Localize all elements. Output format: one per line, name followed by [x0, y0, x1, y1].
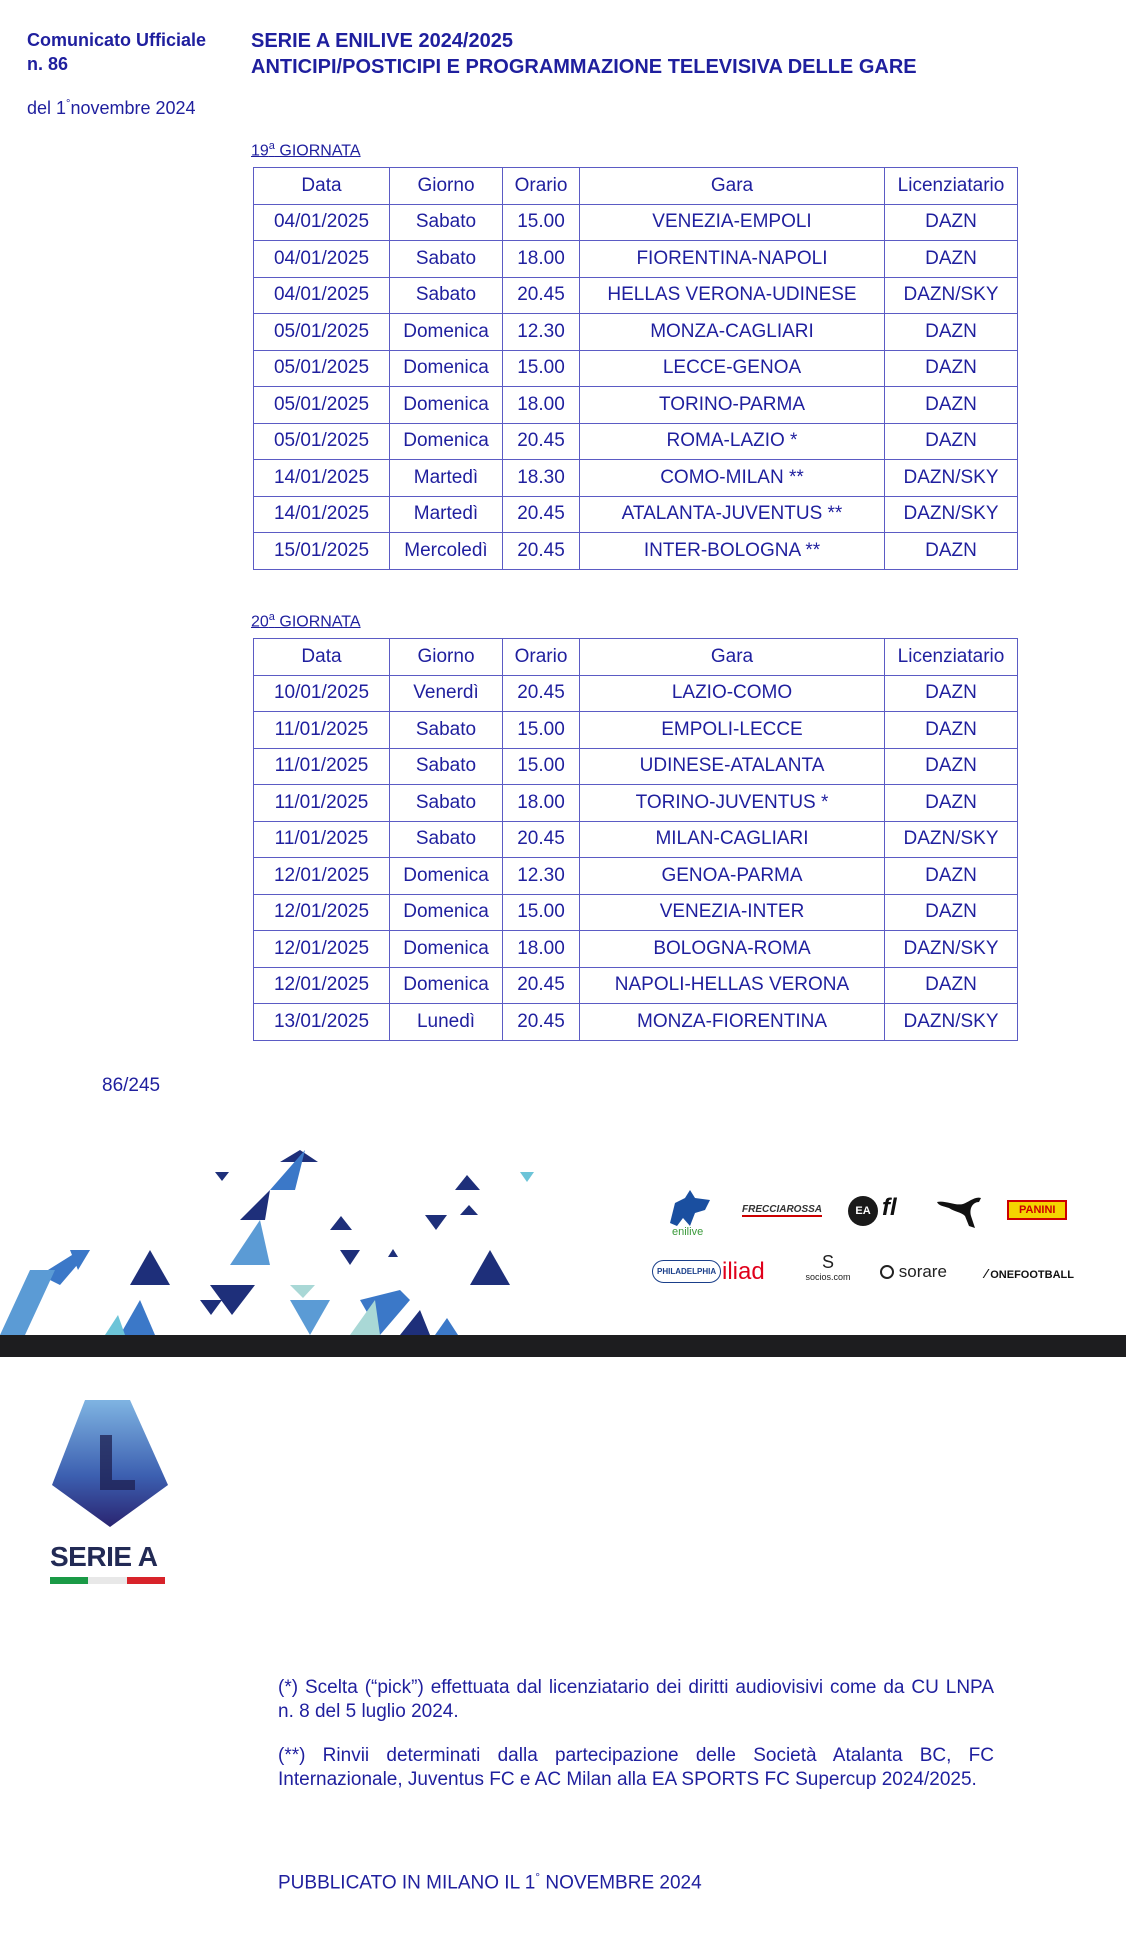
column-header-time: Orario: [503, 639, 580, 676]
cell-day: Sabato: [390, 241, 503, 278]
cell-broadcaster: DAZN: [885, 350, 1018, 387]
cell-match: ROMA-LAZIO *: [580, 423, 885, 460]
cell-day: Sabato: [390, 204, 503, 241]
cell-broadcaster: DAZN: [885, 314, 1018, 351]
cell-match: ATALANTA-JUVENTUS **: [580, 496, 885, 533]
cell-date: 11/01/2025: [254, 712, 390, 749]
fc-logo: ﬂ: [882, 1194, 897, 1221]
column-header-time: Orario: [503, 168, 580, 205]
table-row: [254, 967, 1018, 1004]
cell-broadcaster: DAZN: [885, 858, 1018, 895]
cell-time: 18.30: [503, 460, 580, 497]
cell-broadcaster: DAZN: [885, 748, 1018, 785]
cell-broadcaster: DAZN: [885, 241, 1018, 278]
cell-match: LECCE-GENOA: [580, 350, 885, 387]
cell-day: Sabato: [390, 277, 503, 314]
schedule-table-20: [253, 638, 1018, 1041]
cell-match: VENEZIA-EMPOLI: [580, 204, 885, 241]
socios-icon: S: [821, 1252, 834, 1272]
cell-broadcaster: DAZN: [885, 712, 1018, 749]
cell-time: 15.00: [503, 748, 580, 785]
cell-time: 20.45: [503, 1004, 580, 1041]
table-row: [254, 675, 1018, 712]
column-header-day: Giorno: [390, 168, 503, 205]
cell-match: COMO-MILAN **: [580, 460, 885, 497]
cell-match: EMPOLI-LECCE: [580, 712, 885, 749]
cell-broadcaster: DAZN/SKY: [885, 277, 1018, 314]
cell-time: 20.45: [503, 277, 580, 314]
sorare-icon: [880, 1265, 894, 1279]
cell-time: 20.45: [503, 496, 580, 533]
title-line-1: SERIE A ENILIVE 2024/2025: [251, 30, 513, 52]
column-header-match: Gara: [580, 639, 885, 676]
page-separator-band: [0, 1335, 1126, 1357]
cell-match: UDINESE-ATALANTA: [580, 748, 885, 785]
cell-date: 12/01/2025: [254, 967, 390, 1004]
table-row: [254, 533, 1018, 570]
table-row: [254, 894, 1018, 931]
cell-date: 15/01/2025: [254, 533, 390, 570]
cell-date: 04/01/2025: [254, 277, 390, 314]
cell-date: 14/01/2025: [254, 460, 390, 497]
cell-day: Mercoledì: [390, 533, 503, 570]
table-row: [254, 1004, 1018, 1041]
cell-day: Domenica: [390, 931, 503, 968]
cell-broadcaster: DAZN: [885, 785, 1018, 822]
serie-a-shield-icon: [50, 1395, 170, 1535]
cell-broadcaster: DAZN: [885, 387, 1018, 424]
enilive-logo: enilive: [672, 1226, 704, 1238]
cell-day: Domenica: [390, 858, 503, 895]
cell-date: 10/01/2025: [254, 675, 390, 712]
cell-broadcaster: DAZN: [885, 533, 1018, 570]
cell-time: 15.00: [503, 350, 580, 387]
table-header-row: [254, 168, 1018, 205]
cell-broadcaster: DAZN/SKY: [885, 931, 1018, 968]
ea-sports-logo: EA: [848, 1196, 878, 1226]
cell-broadcaster: DAZN/SKY: [885, 460, 1018, 497]
cell-date: 12/01/2025: [254, 858, 390, 895]
giornata-19-heading: 19$^a$ GIORNATA: [251, 140, 361, 160]
serie-a-wordmark: SERIE A: [50, 1541, 158, 1572]
cell-match: LAZIO-COMO: [580, 675, 885, 712]
cell-time: 18.00: [503, 785, 580, 822]
cell-match: VENEZIA-INTER: [580, 894, 885, 931]
cell-date: 05/01/2025: [254, 350, 390, 387]
table-header-row: [254, 639, 1018, 676]
cell-day: Domenica: [390, 894, 503, 931]
comunicato-label: [27, 28, 206, 76]
table-row: [254, 277, 1018, 314]
cell-date: 04/01/2025: [254, 204, 390, 241]
cell-day: Domenica: [390, 967, 503, 1004]
cell-day: Domenica: [390, 350, 503, 387]
table-row: [254, 387, 1018, 424]
cell-time: 18.00: [503, 387, 580, 424]
cell-match: MONZA-CAGLIARI: [580, 314, 885, 351]
cell-date: 11/01/2025: [254, 748, 390, 785]
cell-broadcaster: DAZN: [885, 204, 1018, 241]
column-header-date: Data: [254, 639, 390, 676]
table-row: [254, 931, 1018, 968]
cell-time: 20.45: [503, 675, 580, 712]
serie-a-logo: [50, 1395, 170, 1585]
cell-match: TORINO-PARMA: [580, 387, 885, 424]
cell-date: 05/01/2025: [254, 423, 390, 460]
column-header-date: Data: [254, 168, 390, 205]
cell-time: 18.00: [503, 931, 580, 968]
cell-day: Sabato: [390, 785, 503, 822]
cell-broadcaster: DAZN/SKY: [885, 821, 1018, 858]
cell-match: MONZA-FIORENTINA: [580, 1004, 885, 1041]
cell-match: FIORENTINA-NAPOLI: [580, 241, 885, 278]
cell-time: 12.30: [503, 314, 580, 351]
cell-broadcaster: DAZN: [885, 967, 1018, 1004]
cell-time: 18.00: [503, 241, 580, 278]
publication-line: PUBBLICATO IN MILANO IL 1° NOVEMBRE 2024: [278, 1870, 702, 1894]
table-row: [254, 748, 1018, 785]
enilive-dog-icon: [665, 1188, 715, 1228]
cell-date: 14/01/2025: [254, 496, 390, 533]
table-row: [254, 496, 1018, 533]
cell-date: 13/01/2025: [254, 1004, 390, 1041]
cell-time: 15.00: [503, 894, 580, 931]
comunicato-date: del 1°novembre 2024: [27, 98, 196, 118]
cell-match: INTER-BOLOGNA **: [580, 533, 885, 570]
table-row: [254, 204, 1018, 241]
table-row: [254, 858, 1018, 895]
cell-date: 11/01/2025: [254, 785, 390, 822]
cell-day: Domenica: [390, 314, 503, 351]
cell-time: 15.00: [503, 712, 580, 749]
cell-day: Venerdì: [390, 675, 503, 712]
giornata-20-heading: 20$^a$ GIORNATA: [251, 611, 361, 631]
table-row: [254, 712, 1018, 749]
cell-broadcaster: DAZN: [885, 423, 1018, 460]
column-header-broadcaster: Licenziatario: [885, 168, 1018, 205]
frecciarossa-logo: FRECCIAROSSA: [742, 1204, 823, 1215]
cell-time: 20.45: [503, 423, 580, 460]
table-row: [254, 821, 1018, 858]
footnote-pick: (*) Scelta (“pick”) effettuata dal licenziatario dei diritti audiovisivi come da CU LNPA n. 8 del 5 luglio 2024.: [278, 1677, 994, 1722]
cell-match: TORINO-JUVENTUS *: [580, 785, 885, 822]
cell-date: 12/01/2025: [254, 894, 390, 931]
table-row: [254, 460, 1018, 497]
footnote-supercup: (**) Rinvii determinati dalla partecipazione delle Società Atalanta BC, FC Internazionale, Juventus FC e AC Milan alla EA SPORTS FC Supercup 2024/2025.: [278, 1745, 994, 1790]
document-title: [251, 28, 917, 80]
cell-match: MILAN-CAGLIARI: [580, 821, 885, 858]
table-row: [254, 785, 1018, 822]
sorare-logo: sorare: [880, 1262, 947, 1282]
comunicato-number: n. 86: [27, 54, 69, 74]
cell-time: 20.45: [503, 967, 580, 1004]
italian-flag-stripe: [50, 1577, 165, 1584]
table-row: [254, 350, 1018, 387]
sponsor-logos: [650, 1180, 1110, 1300]
cell-day: Sabato: [390, 712, 503, 749]
table-row: [254, 423, 1018, 460]
onefootball-logo: ⁄ ONEFOOTBALL: [985, 1266, 1074, 1281]
table-row: [254, 241, 1018, 278]
column-header-broadcaster: Licenziatario: [885, 639, 1018, 676]
decorative-triangles: [0, 1150, 560, 1340]
cell-broadcaster: DAZN/SKY: [885, 496, 1018, 533]
cell-time: 12.30: [503, 858, 580, 895]
cell-day: Sabato: [390, 821, 503, 858]
schedule-table-19: [253, 167, 1018, 570]
column-header-match: Gara: [580, 168, 885, 205]
table-row: [254, 314, 1018, 351]
column-header-day: Giorno: [390, 639, 503, 676]
philadelphia-logo: PHILADELPHIA: [652, 1260, 721, 1283]
socios-logo: S socios.com: [798, 1252, 858, 1282]
cell-match: NAPOLI-HELLAS VERONA: [580, 967, 885, 1004]
cell-time: 20.45: [503, 821, 580, 858]
panini-logo: PANINI: [1007, 1200, 1067, 1220]
cell-match: BOLOGNA-ROMA: [580, 931, 885, 968]
cell-match: HELLAS VERONA-UDINESE: [580, 277, 885, 314]
cell-date: 05/01/2025: [254, 314, 390, 351]
cell-time: 15.00: [503, 204, 580, 241]
cell-day: Martedì: [390, 460, 503, 497]
onefootball-icon: ⁄: [985, 1266, 988, 1281]
cell-broadcaster: DAZN/SKY: [885, 1004, 1018, 1041]
page-number: 86/245: [102, 1075, 161, 1096]
puma-icon: [935, 1192, 985, 1232]
cell-date: 12/01/2025: [254, 931, 390, 968]
cell-day: Domenica: [390, 387, 503, 424]
cell-date: 04/01/2025: [254, 241, 390, 278]
cell-broadcaster: DAZN: [885, 894, 1018, 931]
cell-day: Lunedì: [390, 1004, 503, 1041]
cell-day: Martedì: [390, 496, 503, 533]
cell-date: 11/01/2025: [254, 821, 390, 858]
title-line-2: ANTICIPI/POSTICIPI E PROGRAMMAZIONE TELEVISIVA DELLE GARE: [251, 56, 917, 78]
cell-match: GENOA-PARMA: [580, 858, 885, 895]
cell-time: 20.45: [503, 533, 580, 570]
cell-day: Domenica: [390, 423, 503, 460]
iliad-logo: iliad: [722, 1258, 765, 1285]
cell-date: 05/01/2025: [254, 387, 390, 424]
cell-day: Sabato: [390, 748, 503, 785]
cell-broadcaster: DAZN: [885, 675, 1018, 712]
footnotes: [278, 1676, 994, 1812]
comunicato-title: Comunicato Ufficiale: [27, 30, 207, 50]
